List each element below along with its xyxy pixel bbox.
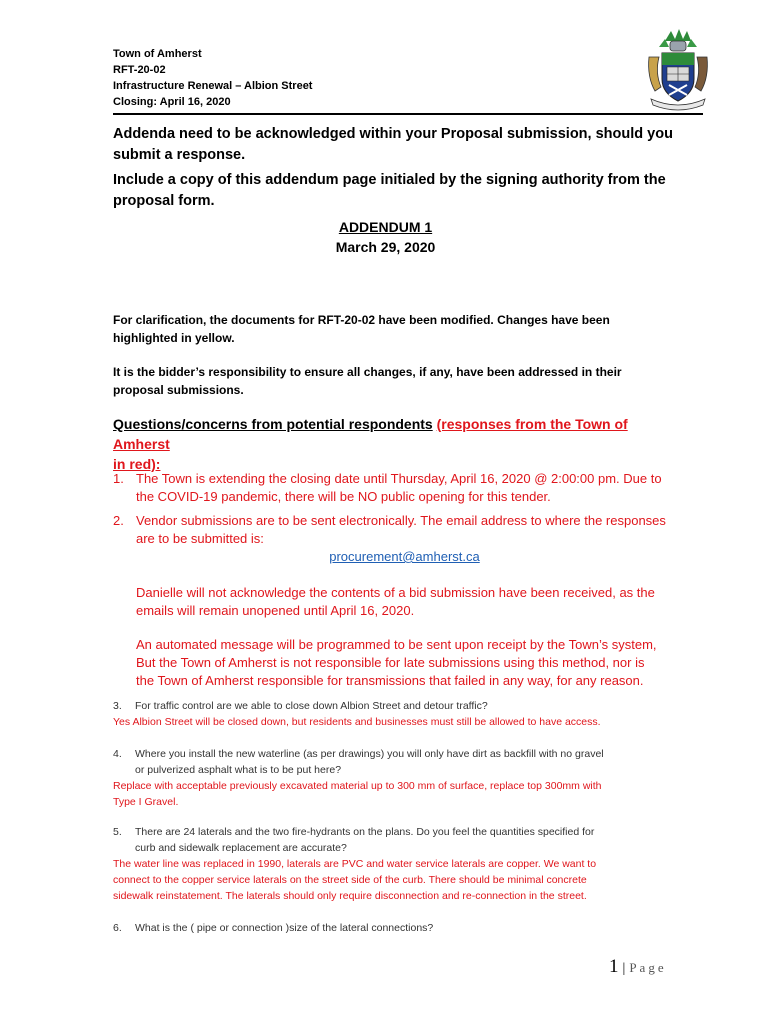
item-5-question-line-1: There are 24 laterals and the two fire-hydrants on the plans. Do you feel the quantities specified for [135,826,595,838]
procurement-email-link[interactable]: procurement@amherst.ca [329,549,480,564]
item-5-answer-line-1: The water line was replaced in 1990, laterals are PVC and water service laterals are copper. We want to [113,858,597,870]
town-crest-logo-icon [645,27,711,111]
item-4-answer-line-2: Type I Gravel. [113,796,179,808]
questions-heading-red-2: in red): [113,456,161,472]
item-number: 3. [113,700,122,712]
item-3-answer: Yes Albion Street will be closed down, but residents and businesses must still be allowed to have access. [113,716,601,728]
item-number: 1. [113,471,124,486]
item-number: 4. [113,748,122,760]
item-2-line-1: Vendor submissions are to be sent electronically. The email address to where the responses [136,513,666,528]
page-separator: | [622,961,626,976]
item-2-para-3-line-1: An automated message will be programmed to be sent upon receipt by the Town’s system, [136,637,657,652]
item-number: 5. [113,826,122,838]
header-project: Infrastructure Renewal – Albion Street [113,80,313,92]
item-number: 2. [113,513,124,528]
questions-heading [113,414,673,474]
item-2-para-3-line-3: the Town of Amherst responsible for transmissions that failed in any way, for any reason. [136,673,644,688]
item-4-answer-line-1: Replace with acceptable previously excavated material up to 300 mm of surface, replace top 300mm with [113,780,602,792]
document-header [113,46,673,110]
responsibility-paragraph [113,363,673,399]
item-5-answer-line-3: sidewalk reinstatement. The laterals should only require disconnection and re-connection in the street. [113,890,587,902]
questions-heading-text: Questions/concerns from potential respondents [113,416,433,432]
item-2-para-3-line-2: But the Town of Amherst is not responsible for late submissions using this method, nor is [136,655,645,670]
item-2-para-2-line-2: emails will remain unopened until April 16, 2020. [136,603,415,618]
acknowledge-line-2: submit a response. [113,147,246,163]
clarification-line-1: For clarification, the documents for RFT-20-02 have been modified. Changes have been [113,313,610,327]
item-4-question-line-1: Where you install the new waterline (as per drawings) you will only have dirt as backfill with no gravel [135,748,604,760]
questions-heading-red: (responses from the Town of Amherst [113,416,628,452]
header-town: Town of Amherst [113,48,202,60]
item-1-line-2: the COVID-19 pandemic, there will be NO public opening for this tender. [136,489,551,504]
acknowledge-notice [113,124,673,166]
list-item-3 [113,698,673,730]
item-6-question: What is the ( pipe or connection )size of the lateral connections? [135,922,434,934]
item-2-line-2: are to be submitted is: [136,531,264,546]
list-item-5 [113,824,673,904]
acknowledge-line-1: Addenda need to be acknowledged within your Proposal submission, should you [113,126,673,142]
list-item-1 [113,470,673,506]
addendum-title-block [113,217,658,257]
responsibility-line-1: It is the bidder’s responsibility to ensure all changes, if any, have been addressed in their [113,365,622,379]
addendum-title: ADDENDUM 1 [338,219,433,235]
page-number: 1 [609,956,619,977]
responsibility-line-2: proposal submissions. [113,383,244,397]
item-1-line-1: The Town is extending the closing date until Thursday, April 16, 2020 @ 2:00:00 pm. Due to [136,471,662,486]
page-footer [609,956,667,978]
item-4-question-line-2: or pulverized asphalt what is to be put here? [135,764,342,776]
list-item-6 [113,920,673,936]
header-closing-date: Closing: April 16, 2020 [113,96,231,108]
clarification-line-2: highlighted in yellow. [113,331,235,345]
item-3-question: For traffic control are we able to close down Albion Street and detour traffic? [135,700,488,712]
page-label: Page [629,960,667,975]
addendum-date: March 29, 2020 [335,239,436,255]
header-rft-number: RFT-20-02 [113,64,166,76]
item-5-answer-line-2: connect to the copper service laterals on the street side of the curb. There should be minimal concrete [113,874,587,886]
initial-line-1: Include a copy of this addendum page initialed by the signing authority from the [113,172,666,188]
initial-line-2: proposal form. [113,193,215,209]
clarification-paragraph [113,311,673,347]
list-item-4 [113,746,673,810]
item-5-question-line-2: curb and sidewalk replacement are accurate? [135,842,347,854]
initial-notice [113,170,673,212]
item-2-para-2-line-1: Danielle will not acknowledge the contents of a bid submission have been received, as the [136,585,655,600]
header-divider [113,113,703,115]
list-item-2 [113,512,673,690]
item-number: 6. [113,922,122,934]
